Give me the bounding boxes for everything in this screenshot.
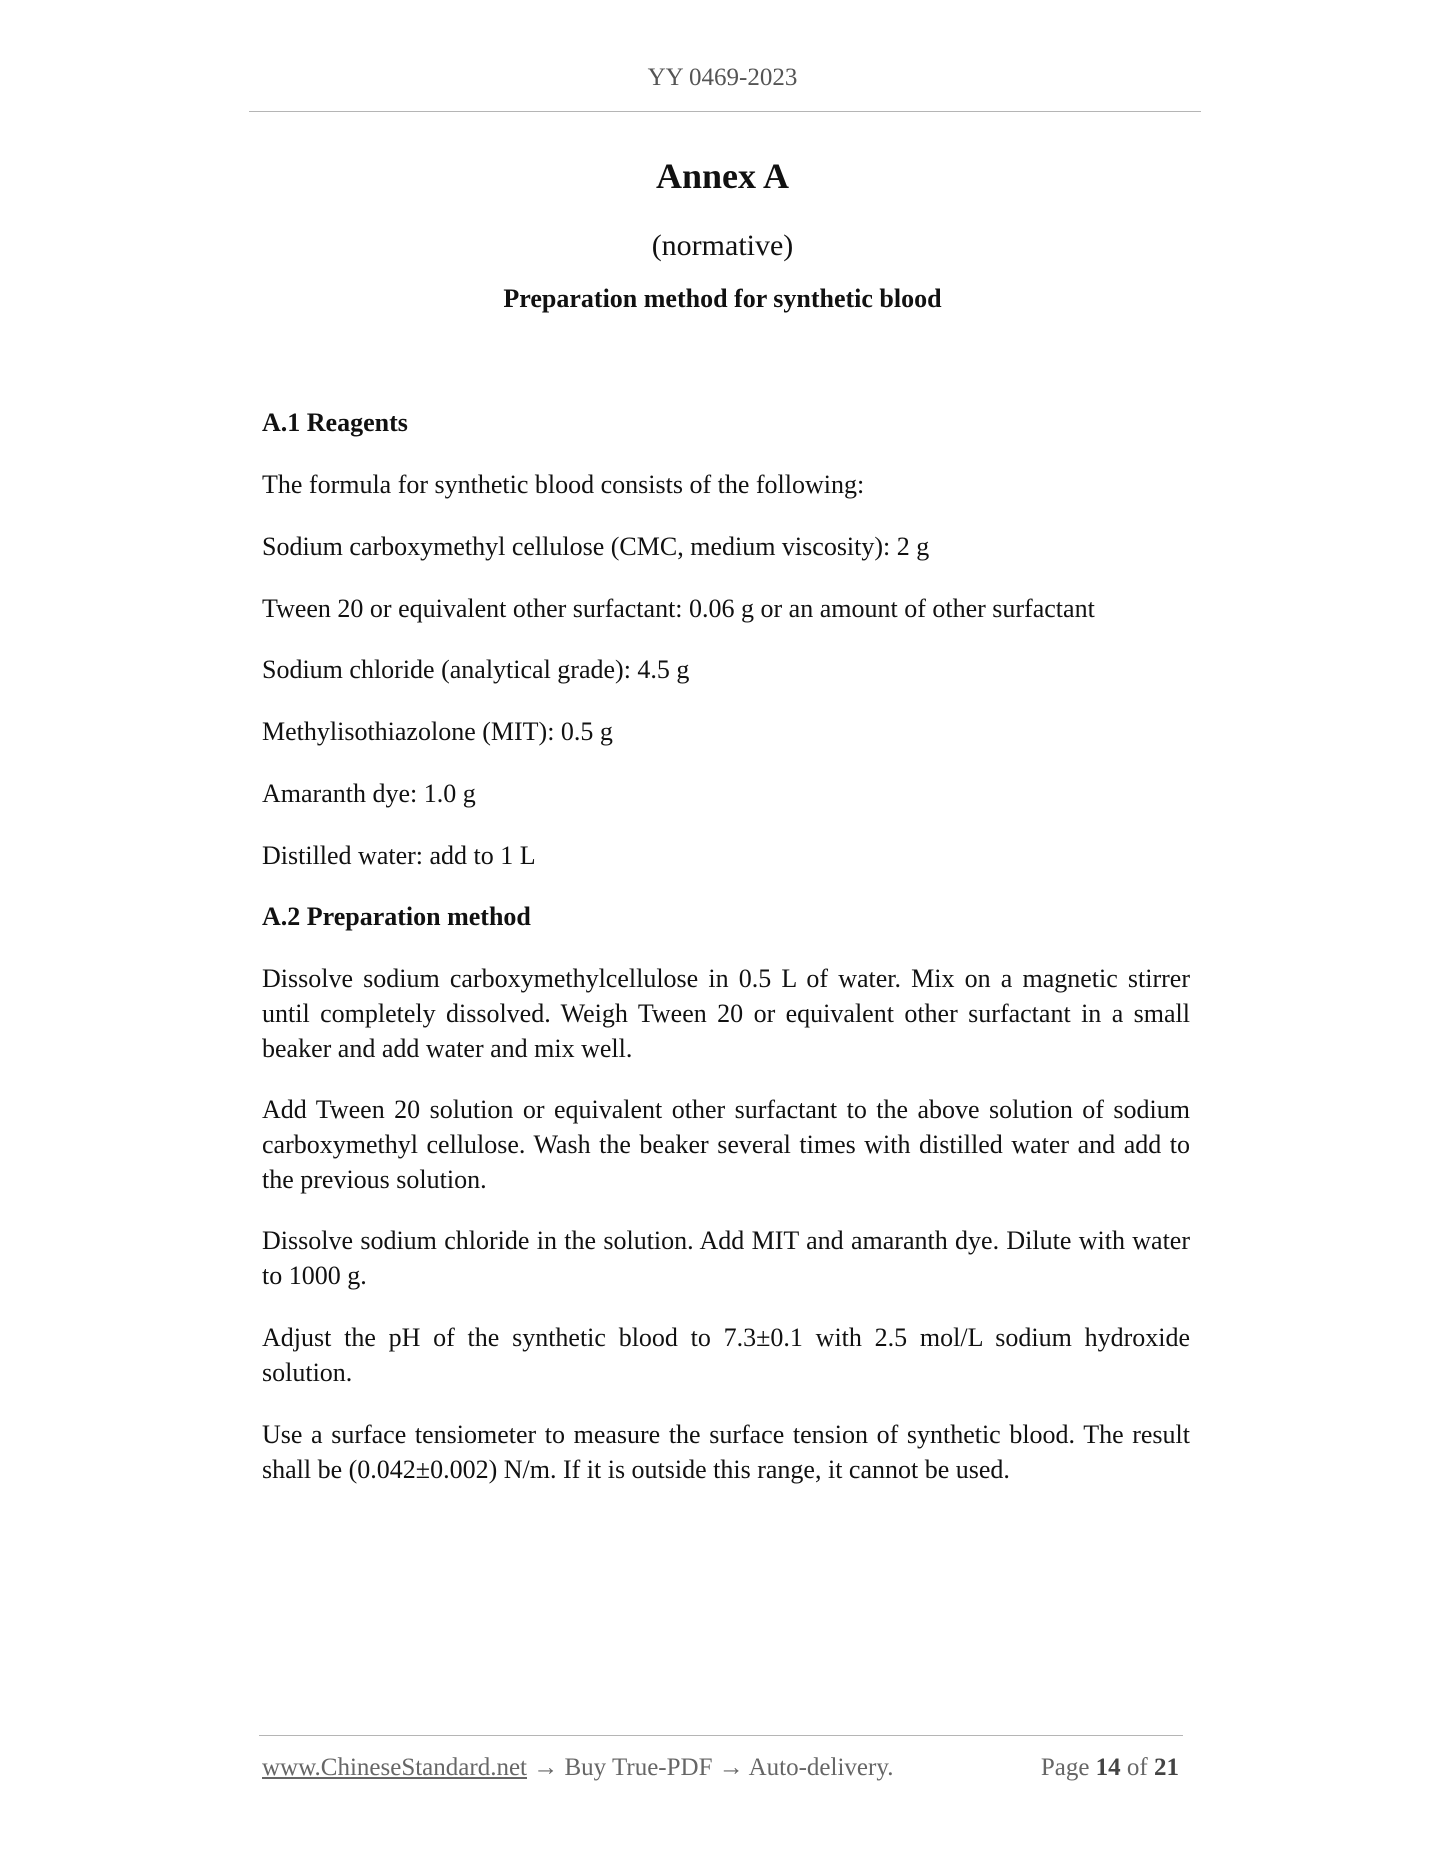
reagent-item: Tween 20 or equivalent other surfactant: 0.06 g or an amount of other surfactant bbox=[262, 594, 1095, 623]
reagent-item: Sodium chloride (analytical grade): 4.5 g bbox=[262, 655, 690, 684]
method-paragraph: Adjust the pH of the synthetic blood to 7.3±0.1 with 2.5 mol/L sodium hydroxide solution. bbox=[262, 1323, 1190, 1387]
of-label: of bbox=[1126, 1754, 1148, 1781]
section-a2-heading: A.2 Preparation method bbox=[262, 902, 531, 931]
section-a1-intro: The formula for synthetic blood consists of the following: bbox=[262, 470, 865, 499]
reagent-item: Distilled water: add to 1 L bbox=[262, 841, 536, 870]
annex-type: (normative) bbox=[651, 229, 794, 262]
section-a1-heading: A.1 Reagents bbox=[262, 408, 408, 437]
footer-promo bbox=[262, 1754, 893, 1782]
page-label: Page bbox=[1040, 1754, 1090, 1781]
reagent-item: Methylisothiazolone (MIT): 0.5 g bbox=[262, 717, 613, 746]
method-paragraph: Use a surface tensiometer to measure the surface tension of synthetic blood. The result shall be (0.042±0.002) N/m. If it is outside this range, it cannot be used. bbox=[262, 1420, 1190, 1484]
footer-divider bbox=[259, 1735, 1183, 1736]
page-number: 14 bbox=[1095, 1754, 1121, 1781]
method-paragraph: Dissolve sodium carboxymethylcellulose in 0.5 L of water. Mix on a magnetic stirrer until completely dissolved. Weigh Tween 20 or equivalent other surfactant in a small beaker and add water and mix well. bbox=[262, 964, 1190, 1063]
page-indicator bbox=[1041, 1754, 1179, 1782]
arrow-right-icon: → bbox=[718, 1754, 744, 1781]
total-pages: 21 bbox=[1154, 1754, 1179, 1781]
website-link[interactable]: www.ChineseStandard.net bbox=[262, 1754, 527, 1781]
method-paragraph: Add Tween 20 solution or equivalent other surfactant to the above solution of sodium carboxymethyl cellulose. Wash the beaker several times with distilled water and add to the previous solution. bbox=[262, 1095, 1190, 1194]
arrow-right-icon: → bbox=[533, 1754, 559, 1781]
reagent-item: Sodium carboxymethyl cellulose (CMC, medium viscosity): 2 g bbox=[262, 532, 930, 561]
auto-delivery-text: Auto-delivery. bbox=[748, 1754, 894, 1781]
header-divider bbox=[249, 111, 1201, 112]
reagent-item: Amaranth dye: 1.0 g bbox=[262, 779, 476, 808]
annex-title: Annex A bbox=[655, 156, 790, 196]
method-paragraph: Dissolve sodium chloride in the solution. Add MIT and amaranth dye. Dilute with water to 1000 g. bbox=[262, 1226, 1190, 1290]
buy-pdf-text: Buy True-PDF bbox=[564, 1754, 713, 1781]
document-code: YY 0469-2023 bbox=[647, 64, 798, 91]
annex-subtitle: Preparation method for synthetic blood bbox=[503, 284, 942, 313]
